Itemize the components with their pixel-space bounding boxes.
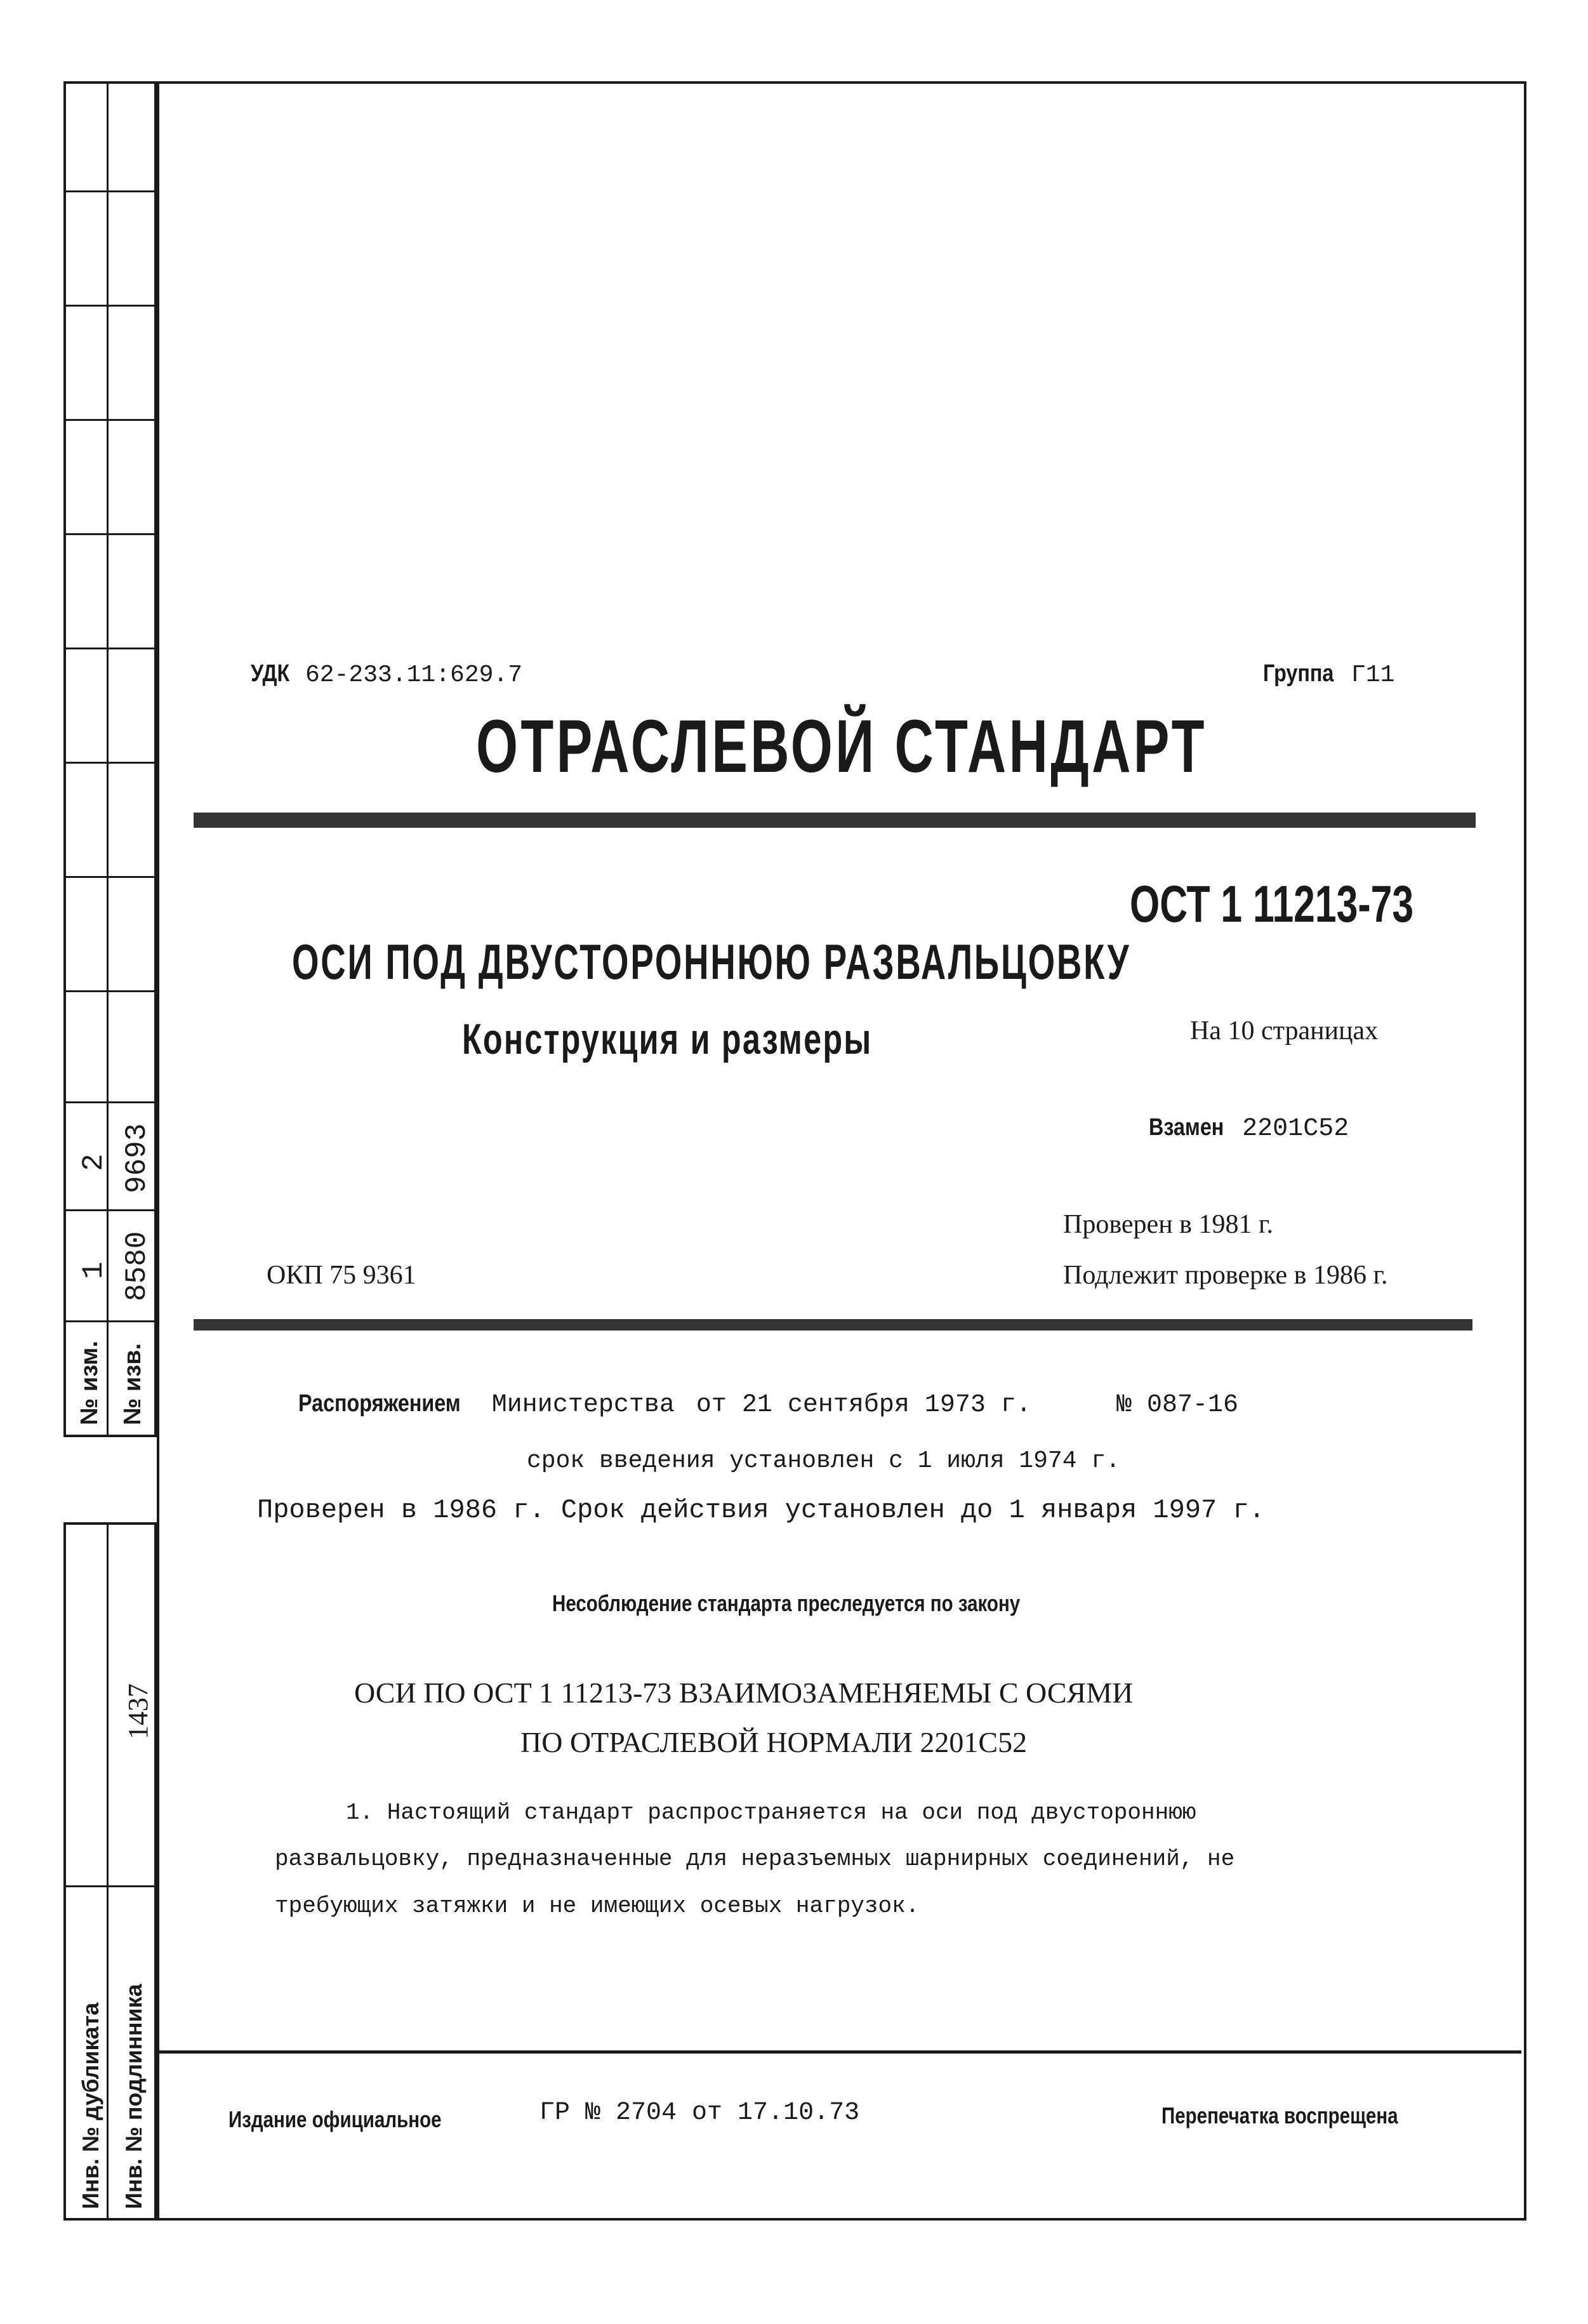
- group-value: Г11: [1351, 661, 1395, 689]
- stamp-izv-1: 8580: [121, 1231, 154, 1301]
- stamp-inv-dup-label: Инв. № дубликата: [77, 2002, 103, 2209]
- stamp-izv-label: № изв.: [119, 1343, 146, 1425]
- stamp-row-line: [63, 876, 154, 878]
- udk-label: УДК: [251, 660, 290, 687]
- decree-line: [298, 1390, 1504, 1419]
- stamp-row-line: [63, 533, 154, 535]
- title-rule: [194, 813, 1476, 828]
- stamp-row-line: [63, 762, 154, 764]
- stamp-inv-orig-value: 1437: [122, 1683, 154, 1739]
- info-rule: [194, 1319, 1472, 1331]
- decree-effective: срок введения установлен с 1 июля 1974 г.: [527, 1447, 1120, 1475]
- paragraph-1-line-1: 1. Настоящий стандарт распространяется на оси под двустороннюю: [346, 1800, 1196, 1826]
- standard-name: ОСИ ПОД ДВУСТОРОННЮЮ РАЗВАЛЬЦОВКУ: [292, 934, 1131, 990]
- interchange-line2: ПО ОТРАСЛЕВОЙ НОРМАЛИ 2201С52: [520, 1726, 1028, 1758]
- decree-label: Распоряжением: [298, 1390, 461, 1417]
- stamp-row-line: [63, 1885, 154, 1887]
- decree-number: № 087-16: [1116, 1391, 1238, 1419]
- paragraph-1-line-3: требующих затяжки и не имеющих осевых нагрузок.: [275, 1893, 920, 1919]
- replaces-label: Взамен: [1149, 1114, 1224, 1141]
- paragraph-1-line-2: развальцовку, предназначенные для неразъемных шарнирных соединений, не: [275, 1846, 1235, 1872]
- side-stamp-divider: [107, 81, 109, 1435]
- stamp-izm-1: 1: [77, 1261, 110, 1279]
- stamp-row-line: [63, 647, 154, 649]
- udk-line: [251, 660, 522, 698]
- decree-text: Министерства: [491, 1391, 675, 1419]
- stamp-izv-2: 9693: [121, 1123, 154, 1193]
- udk-value: 62-233.11:629.7: [305, 661, 523, 689]
- stamp-row-line: [63, 1101, 154, 1103]
- stamp-row-line: [63, 190, 154, 192]
- stamp-row-line: [63, 1209, 154, 1211]
- group-label: Группа: [1263, 660, 1334, 687]
- group-line: [1263, 660, 1394, 698]
- standard-subtitle: Конструкция и размеры: [462, 1015, 873, 1063]
- decree-validity: Проверен в 1986 г. Срок действия установлен до 1 января 1997 г.: [257, 1495, 1265, 1525]
- interchange-line1: ОСИ ПО ОСТ 1 11213-73 ВЗАИМОЗАМЕНЯЕМЫ С ОСЯМИ: [354, 1677, 1134, 1709]
- stamp-izm-2: 2: [77, 1153, 110, 1171]
- replaces-value: 2201С52: [1242, 1115, 1349, 1143]
- side-stamp-lower-divider: [107, 1522, 109, 2218]
- stamp-inv-orig-label: Инв. № подлинника: [121, 1984, 147, 2209]
- stamp-row-line: [63, 305, 154, 307]
- stamp-row-line: [63, 990, 154, 992]
- replaces-line: [1149, 1114, 1349, 1143]
- footer-reprint: Перепечатка воспрещена: [1161, 2102, 1398, 2128]
- to-check-line: Подлежит проверке в 1986 г.: [1063, 1261, 1388, 1290]
- decree-date: от 21 сентября 1973 г.: [696, 1391, 1031, 1419]
- stamp-izm-label: № изм.: [76, 1341, 103, 1425]
- law-notice: Несоблюдение стандарта преследуется по закону: [552, 1590, 1021, 1616]
- okp-line: ОКП 75 9361: [267, 1261, 416, 1290]
- stamp-row-line: [63, 1320, 154, 1322]
- stamp-row-line: [63, 419, 154, 421]
- footer-gr: ГР № 2704 от 17.10.73: [539, 2099, 860, 2127]
- checked-line: Проверен в 1981 г.: [1063, 1210, 1273, 1239]
- standard-pages: На 10 страницах: [1190, 1016, 1379, 1046]
- footer-edition: Издание официальное: [228, 2106, 442, 2132]
- page-title: ОТРАСЛЕВОЙ СТАНДАРТ: [476, 705, 1207, 788]
- standard-number: ОСТ 1 11213-73: [1130, 875, 1414, 933]
- footer-rule: [157, 2050, 1521, 2054]
